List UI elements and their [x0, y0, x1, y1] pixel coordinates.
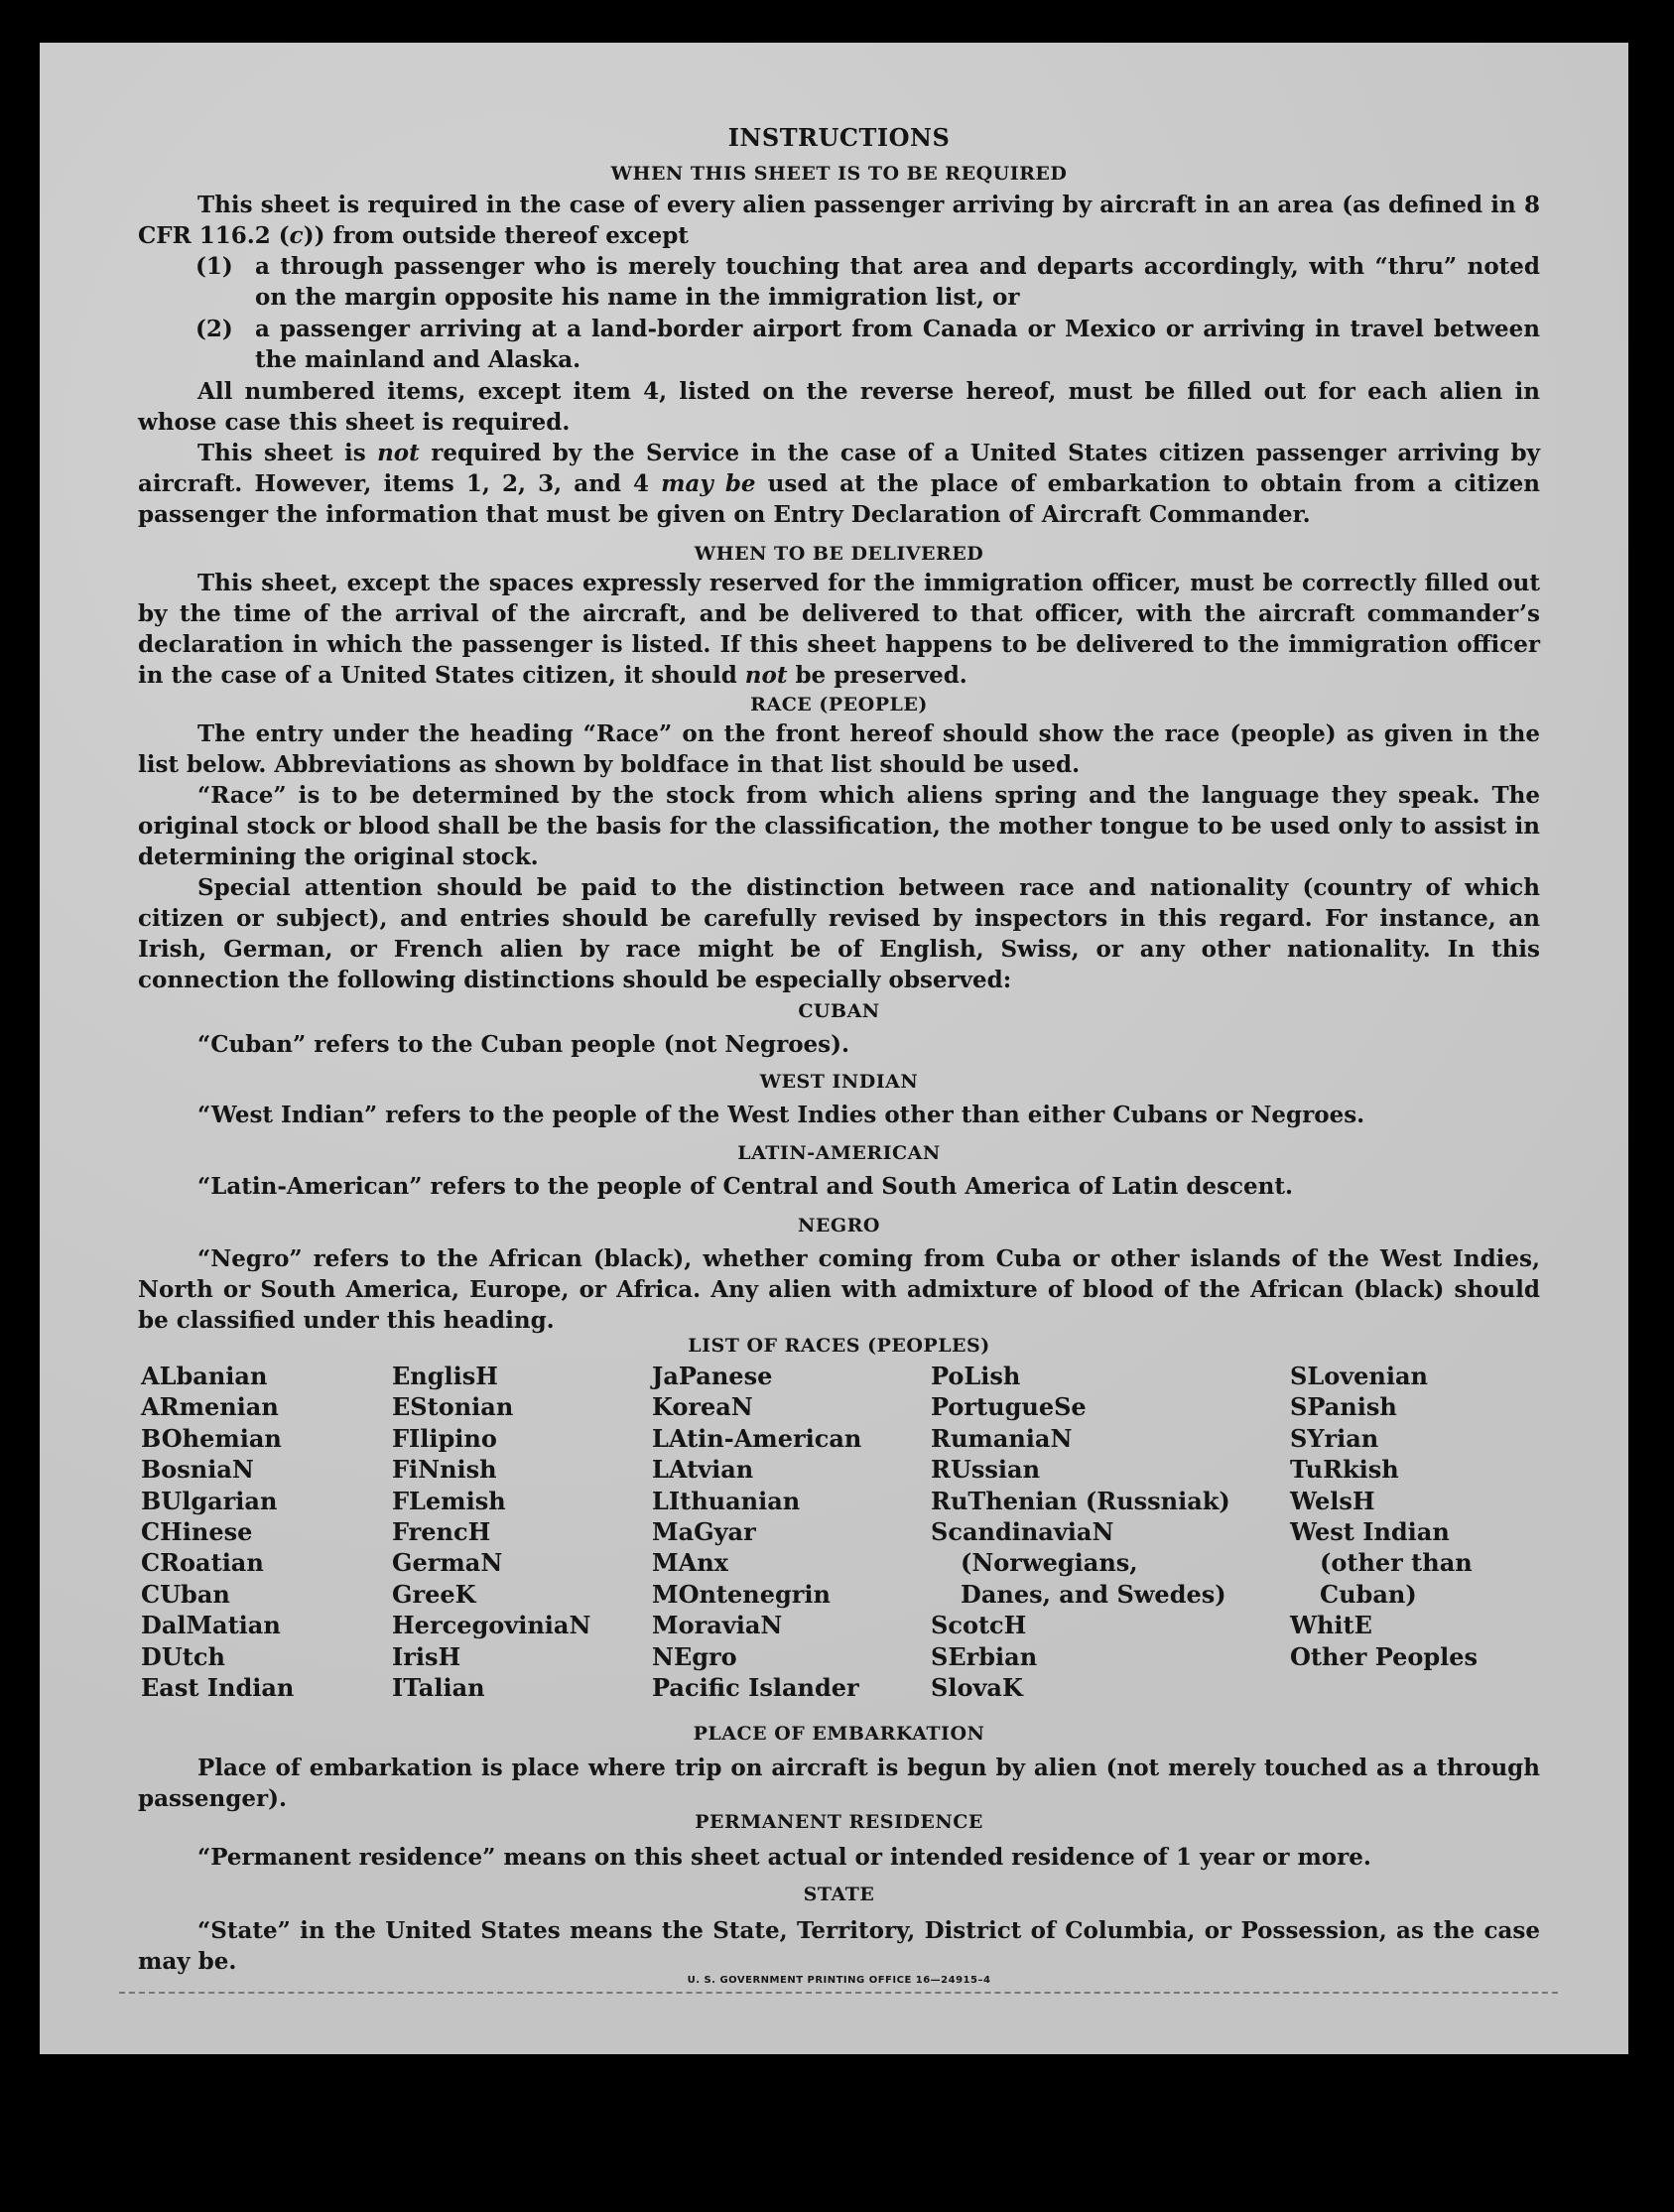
races-column-5 — [1290, 1361, 1540, 1672]
heading-latin-american: LATIN-AMERICAN — [737, 1142, 941, 1164]
race-entry: JaPanese — [652, 1362, 773, 1390]
text: not — [744, 662, 788, 689]
state-text: “State” in the United States means the State, Territory, District of Columbia, or Possession, as the case may be. — [138, 1917, 1540, 1975]
race-entry: Other Peoples — [1290, 1641, 1479, 1671]
text: may be — [661, 470, 756, 497]
race-entry: EnglisH — [392, 1362, 498, 1390]
race-entry: WhitE — [1290, 1611, 1372, 1640]
race-entry: Pacific Islander — [652, 1673, 859, 1703]
race-entry: GreeK — [392, 1579, 476, 1609]
text: c — [289, 222, 304, 249]
heading-race: RACE (PEOPLE) — [750, 694, 928, 716]
race-entry: FIlipino — [392, 1423, 497, 1453]
race-entry: ALbanian — [141, 1362, 268, 1390]
race-entry: RumaniaN — [931, 1423, 1073, 1453]
race-entry: SErbian — [931, 1641, 1038, 1671]
race-entry: BosniaN — [141, 1455, 254, 1485]
exception-item-2 — [195, 314, 1540, 375]
citizen-paragraph — [138, 438, 1540, 530]
race-entry: East Indian — [141, 1673, 295, 1703]
item-text: a passenger arriving at a land-border airport from Canada or Mexico or arriving in travel between the mainland and Alaska. — [255, 316, 1540, 373]
race-entry: SlovaK — [931, 1673, 1023, 1703]
race-entry: KoreaN — [652, 1392, 753, 1422]
race-entry: MOntenegrin — [652, 1579, 831, 1609]
race-entry: CRoatian — [141, 1548, 264, 1578]
race-entry: ITalian — [392, 1673, 485, 1703]
race-entry: DUtch — [141, 1641, 225, 1671]
races-column-4 — [931, 1361, 1228, 1703]
races-column-1 — [141, 1361, 294, 1703]
heading-place-of-embarkation: PLACE OF EMBARKATION — [693, 1723, 985, 1745]
race-entry: GermaN — [392, 1548, 503, 1578]
race-entry: MaGyar — [652, 1517, 756, 1547]
race-entry: HercegoviniaN — [392, 1611, 591, 1640]
race-entry: LAtvian — [652, 1455, 754, 1485]
cuban-text: “Cuban” refers to the Cuban people (not Negroes). — [197, 1031, 850, 1058]
race-entry: DalMatian — [141, 1611, 281, 1640]
required-intro — [138, 190, 1540, 251]
item-number: (1) — [195, 253, 233, 280]
race-entry: LAtin-American — [652, 1423, 862, 1453]
heading-permanent-residence: PERMANENT RESIDENCE — [695, 1811, 983, 1833]
latin-american-text: “Latin-American” refers to the people of Central and South America of Latin descent. — [197, 1173, 1293, 1200]
race-entry: SYrian — [1290, 1423, 1379, 1453]
race-entry: West Indian (other than Cuban) — [1290, 1517, 1473, 1609]
divider — [119, 1992, 1558, 1994]
heading-when-required: WHEN THIS SHEET IS TO BE REQUIRED — [610, 163, 1068, 185]
item-text: a through passenger who is merely touching that area and departs accordingly, with “thru” noted on the margin opposite his name in the immigration list, or — [255, 253, 1540, 311]
numbered-items-paragraph: All numbered items, except item 4, listed on the reverse hereof, must be filled out for each alien in whose case this sheet is required. — [138, 378, 1540, 436]
west-indian-text: “West Indian” refers to the people of the West Indies other than either Cubans or Negroes. — [197, 1102, 1365, 1128]
page-title: INSTRUCTIONS — [727, 123, 951, 152]
text: used at the place of embarkation to obtain from a citizen passenger the information that must be given on Entry Declaration of Aircraft Commander. — [138, 470, 1541, 528]
text: not — [377, 440, 420, 466]
races-column-3 — [652, 1361, 861, 1703]
text: be preserved. — [787, 662, 967, 689]
heading-west-indian: WEST INDIAN — [759, 1071, 919, 1093]
race-entry: ARmenian — [141, 1392, 279, 1422]
race-entry: EStonian — [392, 1392, 514, 1422]
text: required by the Service in the case of a United States citizen passenger arriving by aircraft. However, items 1, 2, 3, and 4 — [138, 440, 1540, 497]
race-entry: RUssian — [931, 1455, 1041, 1485]
race-entry: ScandinaviaN (Norwegians, Danes, and Swedes) — [931, 1517, 1226, 1609]
race-paragraph-2: “Race” is to be determined by the stock from which aliens spring and the language they speak. The original stock or blood shall be the basis for the classification, the mother tongue to be used only to assist in determining the original stock. — [138, 782, 1540, 870]
race-paragraph-3: Special attention should be paid to the distinction between race and nationality (country of which citizen or subject), and entries should be carefully revised by inspectors in this regard. For instance, an Irish, German, or French alien by race might be of English, Swiss, or any other nationality. In this connection the following distinctions should be especially observed: — [138, 874, 1540, 993]
delivered-paragraph — [138, 568, 1540, 691]
race-entry: BUlgarian — [141, 1486, 278, 1515]
race-entry: TuRkish — [1290, 1455, 1399, 1485]
heading-when-delivered: WHEN TO BE DELIVERED — [694, 543, 984, 565]
text: The entry under the heading “Race” on the front hereof should show the race (people) as given in the list below. Abbreviations as shown by — [138, 720, 1540, 778]
item-number: (2) — [195, 316, 233, 342]
printing-office-footer: U. S. GOVERNMENT PRINTING OFFICE 16—24915–4 — [687, 1975, 991, 1986]
text: This sheet, except the spaces expressly reserved for the immigration officer, must be correctly filled out by the time of the arrival of the aircraft, and be delivered to that officer, with the aircraft commander’s declaration in which the passenger is listed. If this sheet happens to be delivered to the immigration officer in the case of a United States citizen, it should — [138, 570, 1540, 689]
race-entry: FLemish — [392, 1486, 506, 1515]
race-entry: RuThenian (Russniak) — [931, 1486, 1230, 1515]
heading-negro: NEGRO — [798, 1215, 880, 1236]
race-entry: PortugueSe — [931, 1392, 1087, 1422]
race-entry: FrencH — [392, 1517, 491, 1547]
heading-list-of-races: LIST OF RACES (PEOPLES) — [688, 1335, 990, 1357]
race-entry: WelsH — [1290, 1486, 1375, 1515]
heading-state: STATE — [803, 1884, 875, 1905]
race-entry: CUban — [141, 1579, 230, 1609]
race-entry: SPanish — [1290, 1392, 1397, 1422]
text: This sheet is required in the case of every alien passenger arriving by aircraft in an area (as defined in 8 CFR 116.2 ( — [138, 192, 1540, 249]
text: in that list should be used. — [729, 751, 1081, 778]
race-entry: BOhemian — [141, 1423, 282, 1453]
race-entry: SLovenian — [1290, 1362, 1428, 1390]
race-entry: IrisH — [392, 1641, 461, 1671]
embarkation-text: Place of embarkation is place where trip on aircraft is begun by alien (not merely touched as a through passenger). — [138, 1755, 1540, 1812]
race-entry: MoraviaN — [652, 1611, 783, 1640]
races-column-2 — [392, 1361, 590, 1703]
heading-cuban: CUBAN — [798, 1000, 880, 1022]
race-entry: NEgro — [652, 1641, 737, 1671]
text: This sheet is — [197, 440, 378, 466]
race-entry: FiNnish — [392, 1455, 497, 1485]
race-paragraph-1 — [138, 718, 1540, 780]
race-entry: LIthuanian — [652, 1486, 801, 1515]
text: )) from outside thereof except — [303, 222, 689, 249]
race-entry: PoLish — [931, 1362, 1021, 1390]
text: boldface — [620, 751, 730, 778]
residence-text: “Permanent residence” means on this sheet actual or intended residence of 1 year or more. — [197, 1844, 1371, 1871]
race-entry: CHinese — [141, 1517, 253, 1547]
race-entry: MAnx — [652, 1548, 728, 1578]
negro-text: “Negro” refers to the African (black), whether coming from Cuba or other islands of the West Indies, North or South America, Europe, or Africa. Any alien with admixture of blood of the African (black) should be classified under this heading. — [138, 1245, 1540, 1334]
exception-item-1 — [195, 251, 1540, 313]
race-entry: ScotcH — [931, 1611, 1027, 1640]
